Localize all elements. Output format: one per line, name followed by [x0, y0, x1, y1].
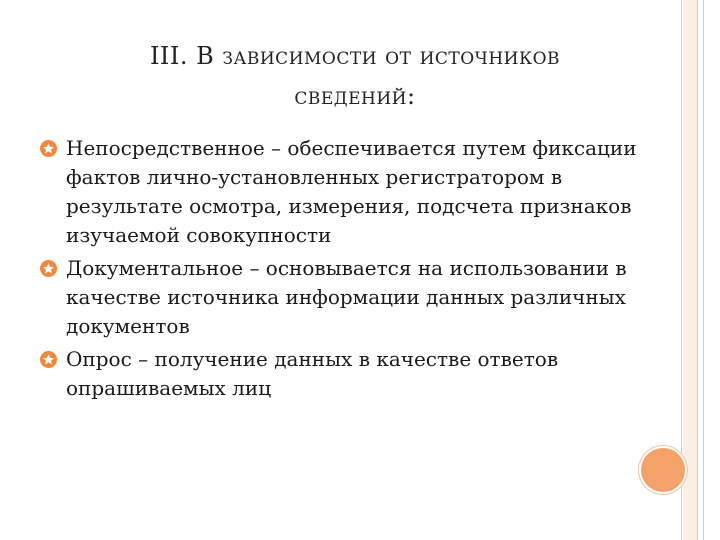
slide-title-line-2: сведений: — [294, 82, 416, 110]
bullet-item — [40, 254, 640, 341]
bullet-list — [40, 134, 640, 407]
slide-title-line-1: III. В зависимости от источников — [149, 42, 561, 70]
decorative-side-band — [683, 0, 697, 540]
bullet-text: Опрос – получение данных в качестве ответов опрашиваемых лиц — [66, 347, 559, 400]
slide-title — [60, 36, 650, 116]
bullet-text: Документальное – основывается на использовании в качестве источника информации данных различных документов — [66, 256, 627, 338]
decorative-circle — [641, 448, 685, 492]
decorative-line — [697, 0, 698, 540]
bullet-item — [40, 345, 640, 403]
decorative-line — [703, 0, 704, 540]
star-icon — [40, 351, 57, 368]
bullet-item — [40, 134, 640, 250]
bullet-text: Непосредственное – обеспечивается путем фиксации фактов лично-установленных регистратором в результате осмотра, измерения, подсчета признаков изучаемой совокупности — [66, 136, 637, 247]
star-icon — [40, 260, 57, 277]
star-icon — [40, 140, 57, 157]
